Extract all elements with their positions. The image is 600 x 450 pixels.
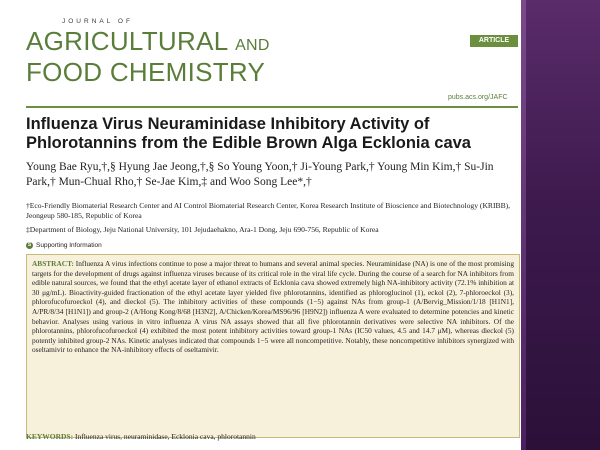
header-divider [26,106,518,108]
keywords-line [26,432,518,441]
supporting-information-link[interactable] [26,242,102,249]
paper-page [24,8,520,448]
journal-name-line2: FOOD CHEMISTRY [26,57,266,87]
abstract-text: Influenza A virus infections continue to pose a major threat to humans and several animal species. Neuraminidase (NA) is one of the most promising targets for the development of drugs against influenza viruses because of its critical role in the viral life cycle. During the course of a search for NA inhibitors from edible natural sources, we found that the ethyl acetate layer of ethanol extracts of Ecklonia cava showed extremely high NA-inhibitory activity (72.1% inhibition at 30 μg/mL). Bioactivity-guided fractionation of the ethyl acetate layer yielded five phlorotannins, identified as phloroglucinol (1), eckol (2), 7-phloroeckol (3), phlorofucofuroeckol (4), and dieckol (5). The inhibitory activities of these compounds (1−5) against NAs from group-1 (A/Bervig_Mission/1/18 [H1N1], A/PR/8/34 [H1N1]) and group-2 (A/Hong Kong/8/68 [H3N2], A/Chicken/Korea/MS96/96 [H9N2]) influenza A were evaluated to determine potencies and kinetic behavior. Analyses using various in vitro influenza A virus NA assays showed that all five phlorotannin derivatives were selective NA inhibitors. Of the phlorotannins, phlorofucofuroeckol (4) exhibited the most potent inhibitory activities toward group-1 NAs (IC50 values, 4.5 and 14.7 μM), whereas dieckol (5) potently inhibited group-2 NAs. Kinetic analyses indicated that compounds 1−5 were all noncompetitive. Notably, these noncompetitive inhibitors synergized with oseltamivir to enhance the NA-inhibitory effects of oseltamivir. [32,259,515,355]
article-type-badge: ARTICLE [470,35,518,47]
supporting-info-icon: S [27,242,32,248]
journal-logo [26,28,270,85]
journal-name-and: AND [235,37,270,54]
abstract-label: ABSTRACT: [32,259,74,268]
keywords-text: Influenza virus, neuraminidase, Ecklonia cava, phlorotannin [74,432,256,441]
keywords-label: KEYWORDS: [26,432,74,441]
author-list: Young Bae Ryu,†,§ Hyung Jae Jeong,†,§ So Young Yoon,† Ji-Young Park,† Young Min Kim,† Su-Jin Park,† Mun-Chual Rho,† Se-Jae Kim,‡ and Woo Song Lee*,† [26,161,494,188]
paper-title: Influenza Virus Neuraminidase Inhibitory Activity of Phlorotannins from the Edible Brown Alga Ecklonia cava [26,115,471,152]
journal-name-line1: AGRICULTURAL [26,26,228,56]
supporting-info-label: Supporting Information [36,242,102,249]
affiliation-2: ‡Department of Biology, Jeju National University, 101 Jejudaehakno, Ara-1 Dong, Jeju 690-756, Republic of Korea [26,225,379,234]
abstract-box [26,254,520,438]
affiliation-1: †Eco-Friendly Biomaterial Research Center and AI Control Biomaterial Research Center, Korea Research Institute of Bioscience and Biotechnology (KRIBB), Jeongeup 580-185, Republic of Korea [26,201,511,220]
journal-label: JOURNAL OF [62,18,133,25]
decorative-side-panel [526,0,600,450]
journal-url[interactable]: pubs.acs.org/JAFC [448,94,508,101]
